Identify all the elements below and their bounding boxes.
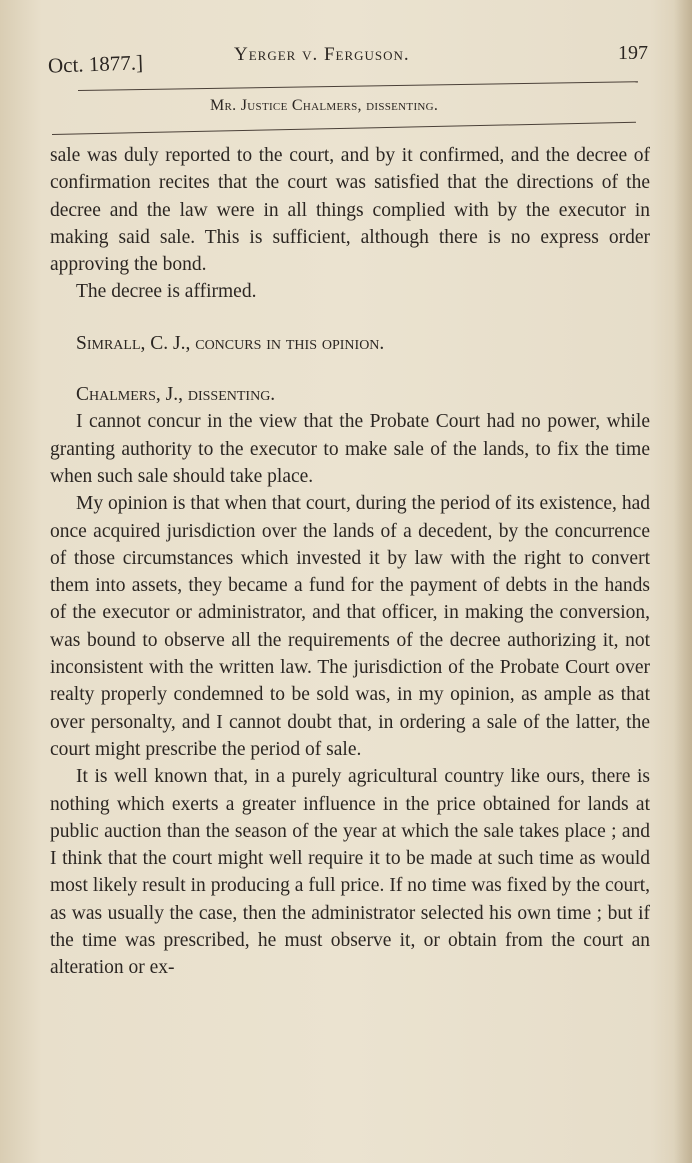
paragraph-concurrence: Simrall, C. J., concurs in this opinion. <box>76 332 385 354</box>
paragraph-dissent-3: It is well known that, in a purely agricultural country like ours, there is nothing which exerts a greater influence in the price obtained for lands at public auction than the season of the year at which the sale takes place ; and I think that the court might well require it to be made at such time as would most likely result in producing a full price. If no time was fixed by the court, as was usually the case, then the administrator selected his own time ; but if the time was prescribed, he must observe it, or obtain from the court an alteration or ex- <box>50 766 650 979</box>
running-header <box>48 42 648 82</box>
page-body <box>50 142 650 982</box>
opinion-subheading: Mr. Justice Chalmers, dissenting. <box>210 97 439 114</box>
paragraph-dissent-2: My opinion is that when that court, during the period of its existence, had once acquired jurisdiction over the lands of a decedent, by the concurrence of those circumstances which invested it by law with the right to convert them into assets, they became a fund for the payment of debts in the hands of the executor or administrator, and that officer, in making the conversion, was bound to observe all the requirements of the decree authorizing it, not inconsistent with the written law. The jurisdiction of the Probate Court over realty properly condemned to be sold was, in my opinion, as ample as that over personalty, and I cannot doubt that, in ordering a sale of the latter, the court might prescribe the period of sale. <box>50 493 650 760</box>
paragraph-sale-confirmation: sale was duly reported to the court, and by it confirmed, and the decree of confirmation recites that the court was satisfied that the directions of the decree and the law were in all things complied with by the executor in making said sale. This is sufficient, although there is no express order approving the bond. <box>50 145 650 276</box>
header-date: Oct. 1877.] <box>47 50 144 78</box>
page-number: 197 <box>618 42 648 64</box>
header-rule-bottom <box>52 122 636 135</box>
header-case-title: Yerger v. Ferguson. <box>234 44 410 65</box>
paragraph-decree-affirmed: The decree is affirmed. <box>76 281 257 303</box>
header-rule-top <box>78 81 638 91</box>
paragraph-dissent-heading: Chalmers, J., dissenting. <box>76 384 276 406</box>
page-edge-shadow <box>674 0 692 1163</box>
paragraph-dissent-1: I cannot concur in the view that the Probate Court had no power, while granting authority to the executor to make sale of the lands, to fix the time when such sale should take place. <box>50 411 650 487</box>
